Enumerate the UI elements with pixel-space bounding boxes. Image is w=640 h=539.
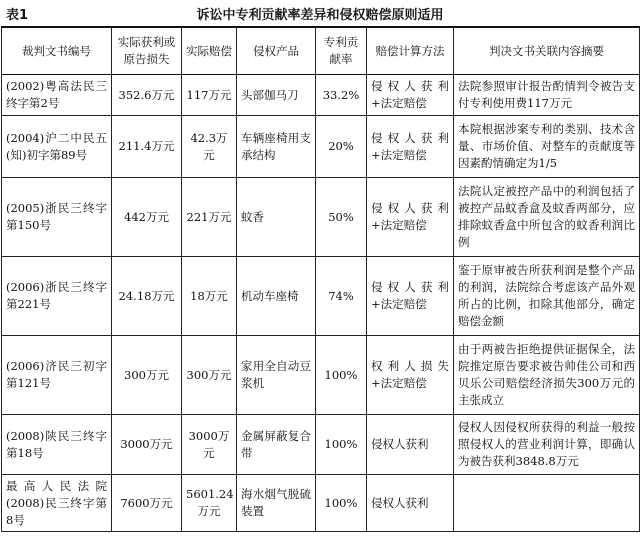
table-row bbox=[2, 336, 640, 415]
header-case-no: 裁判文书编号 bbox=[2, 27, 112, 75]
case-no-cell: (2004)沪二中民五(知)初字第89号 bbox=[2, 116, 112, 178]
case-no-cell: 最高人民法院(2008)民三终字第8号 bbox=[2, 475, 112, 532]
product-cell: 海水烟气脱硫装置 bbox=[237, 475, 316, 532]
table-row bbox=[2, 475, 640, 532]
header-method: 赔偿计算方法 bbox=[367, 27, 454, 75]
patent-damages-table bbox=[1, 26, 640, 532]
summary-cell bbox=[454, 475, 640, 532]
case-no-cell: (2005)浙民三终字第150号 bbox=[2, 178, 112, 257]
method-cell: 侵权人获利 bbox=[367, 475, 454, 532]
table-title: 诉讼中专利贡献率差异和侵权赔偿原则适用 bbox=[196, 8, 444, 23]
loss-cell: 7600万元 bbox=[112, 475, 182, 532]
header-summary: 判决文书关联内容摘要 bbox=[454, 27, 640, 75]
method-cell: 侵权人获利+法定赔偿 bbox=[367, 75, 454, 116]
summary-cell: 法院认定被控产品中的利润包括了被控产品蚊香盒及蚊香两部分，应排除蚊香盒中所包含的蚊香利润比例 bbox=[454, 178, 640, 257]
rate-cell: 100% bbox=[316, 336, 367, 415]
loss-cell: 211.4万元 bbox=[112, 116, 182, 178]
summary-cell: 本院根据涉案专利的类别、技术含量、市场价值、对整车的贡献度等因素酌情确定为1/5 bbox=[454, 116, 640, 178]
rate-cell: 33.2% bbox=[316, 75, 367, 116]
product-cell: 金属屏蔽复合带 bbox=[237, 415, 316, 475]
loss-cell: 352.6万元 bbox=[112, 75, 182, 116]
compensation-cell: 5601.24万元 bbox=[182, 475, 237, 532]
compensation-cell: 221万元 bbox=[182, 178, 237, 257]
summary-cell: 侵权人因侵权所获得的利益一般按照侵权人的营业利润计算，即确认为被告获利3848.8万元 bbox=[454, 415, 640, 475]
compensation-cell: 42.3万元 bbox=[182, 116, 237, 178]
table-row bbox=[2, 75, 640, 116]
summary-cell: 法院参照审计报告酌情判令被告支付专利使用费117万元 bbox=[454, 75, 640, 116]
rate-cell: 100% bbox=[316, 415, 367, 475]
method-cell: 侵权人获利+法定赔偿 bbox=[367, 178, 454, 257]
header-loss: 实际获利或原告损失 bbox=[112, 27, 182, 75]
table-row bbox=[2, 257, 640, 336]
rate-cell: 100% bbox=[316, 475, 367, 532]
case-no-cell: (2008)陕民三终字第18号 bbox=[2, 415, 112, 475]
table-row bbox=[2, 178, 640, 257]
method-cell: 侵权人获利 bbox=[367, 415, 454, 475]
table-row bbox=[2, 116, 640, 178]
header-rate: 专利贡献率 bbox=[316, 27, 367, 75]
rate-cell: 20% bbox=[316, 116, 367, 178]
compensation-cell: 18万元 bbox=[182, 257, 237, 336]
product-cell: 蚊香 bbox=[237, 178, 316, 257]
case-no-cell: (2002)粤高法民三终字第2号 bbox=[2, 75, 112, 116]
loss-cell: 442万元 bbox=[112, 178, 182, 257]
summary-cell: 由于两被告拒绝提供证据保全，法院推定原告要求被告帅佳公司和西贝乐公司赔偿经济损失300万元的主张成立 bbox=[454, 336, 640, 415]
product-cell: 家用全自动豆浆机 bbox=[237, 336, 316, 415]
product-cell: 机动车座椅 bbox=[237, 257, 316, 336]
rate-cell: 50% bbox=[316, 178, 367, 257]
case-no-cell: (2006)浙民三终字第221号 bbox=[2, 257, 112, 336]
table-caption bbox=[0, 0, 640, 26]
compensation-cell: 300万元 bbox=[182, 336, 237, 415]
compensation-cell: 3000万元 bbox=[182, 415, 237, 475]
rate-cell: 74% bbox=[316, 257, 367, 336]
method-cell: 侵权人获利+法定赔偿 bbox=[367, 257, 454, 336]
method-cell: 侵权人获利+法定赔偿 bbox=[367, 116, 454, 178]
compensation-cell: 117万元 bbox=[182, 75, 237, 116]
table-header-row bbox=[2, 27, 640, 75]
table-label: 表1 bbox=[6, 8, 29, 23]
method-cell: 权利人损失+法定赔偿 bbox=[367, 336, 454, 415]
loss-cell: 3000万元 bbox=[112, 415, 182, 475]
loss-cell: 300万元 bbox=[112, 336, 182, 415]
table-row bbox=[2, 415, 640, 475]
product-cell: 车辆座椅用支承结构 bbox=[237, 116, 316, 178]
header-product: 侵权产品 bbox=[237, 27, 316, 75]
loss-cell: 24.18万元 bbox=[112, 257, 182, 336]
product-cell: 头部伽马刀 bbox=[237, 75, 316, 116]
header-compensation: 实际赔偿 bbox=[182, 27, 237, 75]
case-no-cell: (2006)济民三初字第121号 bbox=[2, 336, 112, 415]
summary-cell: 鉴于原审被告所获利润是整个产品的利润，法院综合考虑该产品外观所占的比例，扣除其他部分，确定赔偿金额 bbox=[454, 257, 640, 336]
